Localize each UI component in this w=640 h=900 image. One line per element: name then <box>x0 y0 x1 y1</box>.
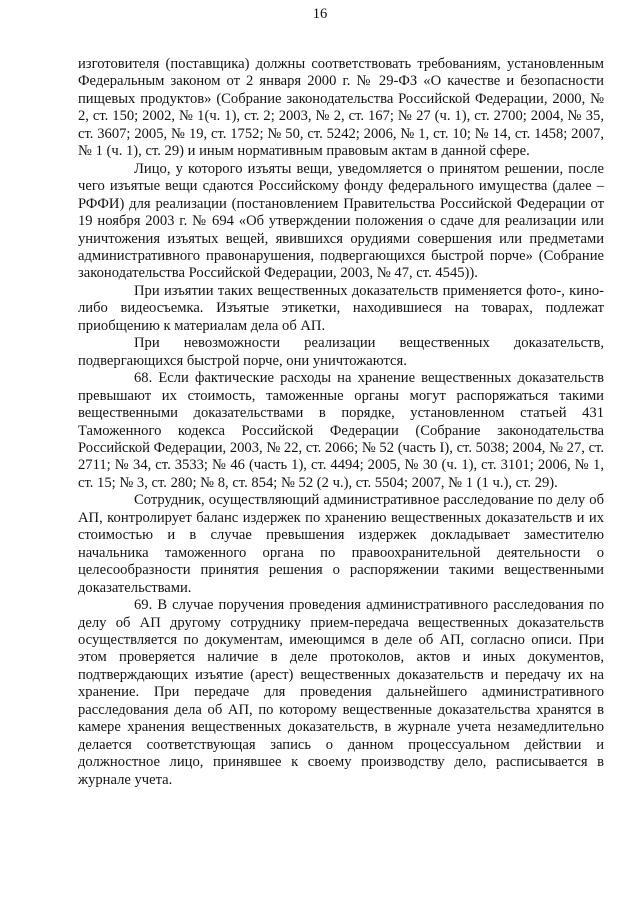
paragraph-68: 68. Если фактические расходы на хранение вещественных доказательств превышают их стоимость, таможенные органы могут распоряжаться такими вещественными доказательствами в порядке, установленном статьей 431 Таможенного кодекса Российской Федерации (Собрание законодательства Российской Федерации, 2003, № 22, ст. 2066; № 52 (часть I), ст. 5038; 2004, № 27, ст. 2711; № 34, ст. 3533; № 46 (часть 1), ст. 4494; 2005, № 30 (ч. 1), ст. 3101; 2006, № 1, ст. 15; № 3, ст. 280; № 8, ст. 854; № 52 (2 ч.), ст. 5504; 2007, № 1 (1 ч.), ст. 29). <box>78 370 604 491</box>
paragraph-photo-video: При изъятии таких вещественных доказательств применяется фото-, кино-либо видеосъемка. Изъятые этикетки, находившиеся на товарах, подлежат приобщению к материалам дела об АП. <box>78 282 604 334</box>
paragraph-employee-control: Сотрудник, осуществляющий административное расследование по делу об АП, контролирует баланс издержек по хранению вещественных доказательств и их стоимостью и в случае превышения издержек докладывает заместителю начальника таможенного органа по правоохранительной деятельности о целесообразности принятия решения о распоряжении такими вещественными доказательствами. <box>78 492 604 596</box>
document-body <box>78 56 604 789</box>
paragraph-69: 69. В случае поручения проведения административного расследования по делу об АП другому сотруднику прием-передача вещественных доказательств осуществляется по документам, имеющимся в деле об АП, согласно описи. При этом проверяется наличие в деле протоколов, актов и иных документов, подтверждающих изъятие (арест) вещественных доказательств и передачу их на хранение. При передаче для проведения дальнейшего административного расследования дела об АП, по которому вещественные доказательства хранятся в камере хранения вещественных доказательств, в журнале учета незамедлительно делается соответствующая запись о данном процессуальном действии и должностное лицо, принявшее к своему производству дело, расписывается в журнале учета. <box>78 597 604 788</box>
paragraph-continuation: изготовителя (поставщика) должны соответствовать требованиям, установленным Федеральным законом от 2 января 2000 г. № 29-ФЗ «О качестве и безопасности пищевых продуктов» (Собрание законодательства Российской Федерации, 2000, № 2, ст. 150; 2002, № 1(ч. 1), ст. 2; 2003, № 2, ст. 167; № 27 (ч. 1), ст. 2700; 2004, № 35, ст. 3607; 2005, № 19, ст. 1752; № 50, ст. 5242; 2006, № 1, ст. 10; № 14, ст. 1458; 2007, № 1 (ч. 1), ст. 29) и иным нормативным правовым актам в данной сфере. <box>78 56 604 160</box>
paragraph-seized-items-notice: Лицо, у которого изъяты вещи, уведомляется о принятом решении, после чего изъятые вещи сдаются Российскому фонду федерального имущества (далее – РФФИ) для реализации (постановлением Правительства Российской Федерации от 19 ноября 2003 г. № 694 «Об утверждении положения о сдаче для реализации или уничтожения изъятых вещей, явившихся орудиями совершения или предметами административного правонарушения, подвергающихся быстрой порче» (Собрание законодательства Российской Федерации, 2003, № 47, ст. 4545)). <box>78 160 604 282</box>
paragraph-destruction: При невозможности реализации вещественных доказательств, подвергающихся быстрой порче, они уничтожаются. <box>78 335 604 369</box>
page-number: 16 <box>312 6 328 22</box>
